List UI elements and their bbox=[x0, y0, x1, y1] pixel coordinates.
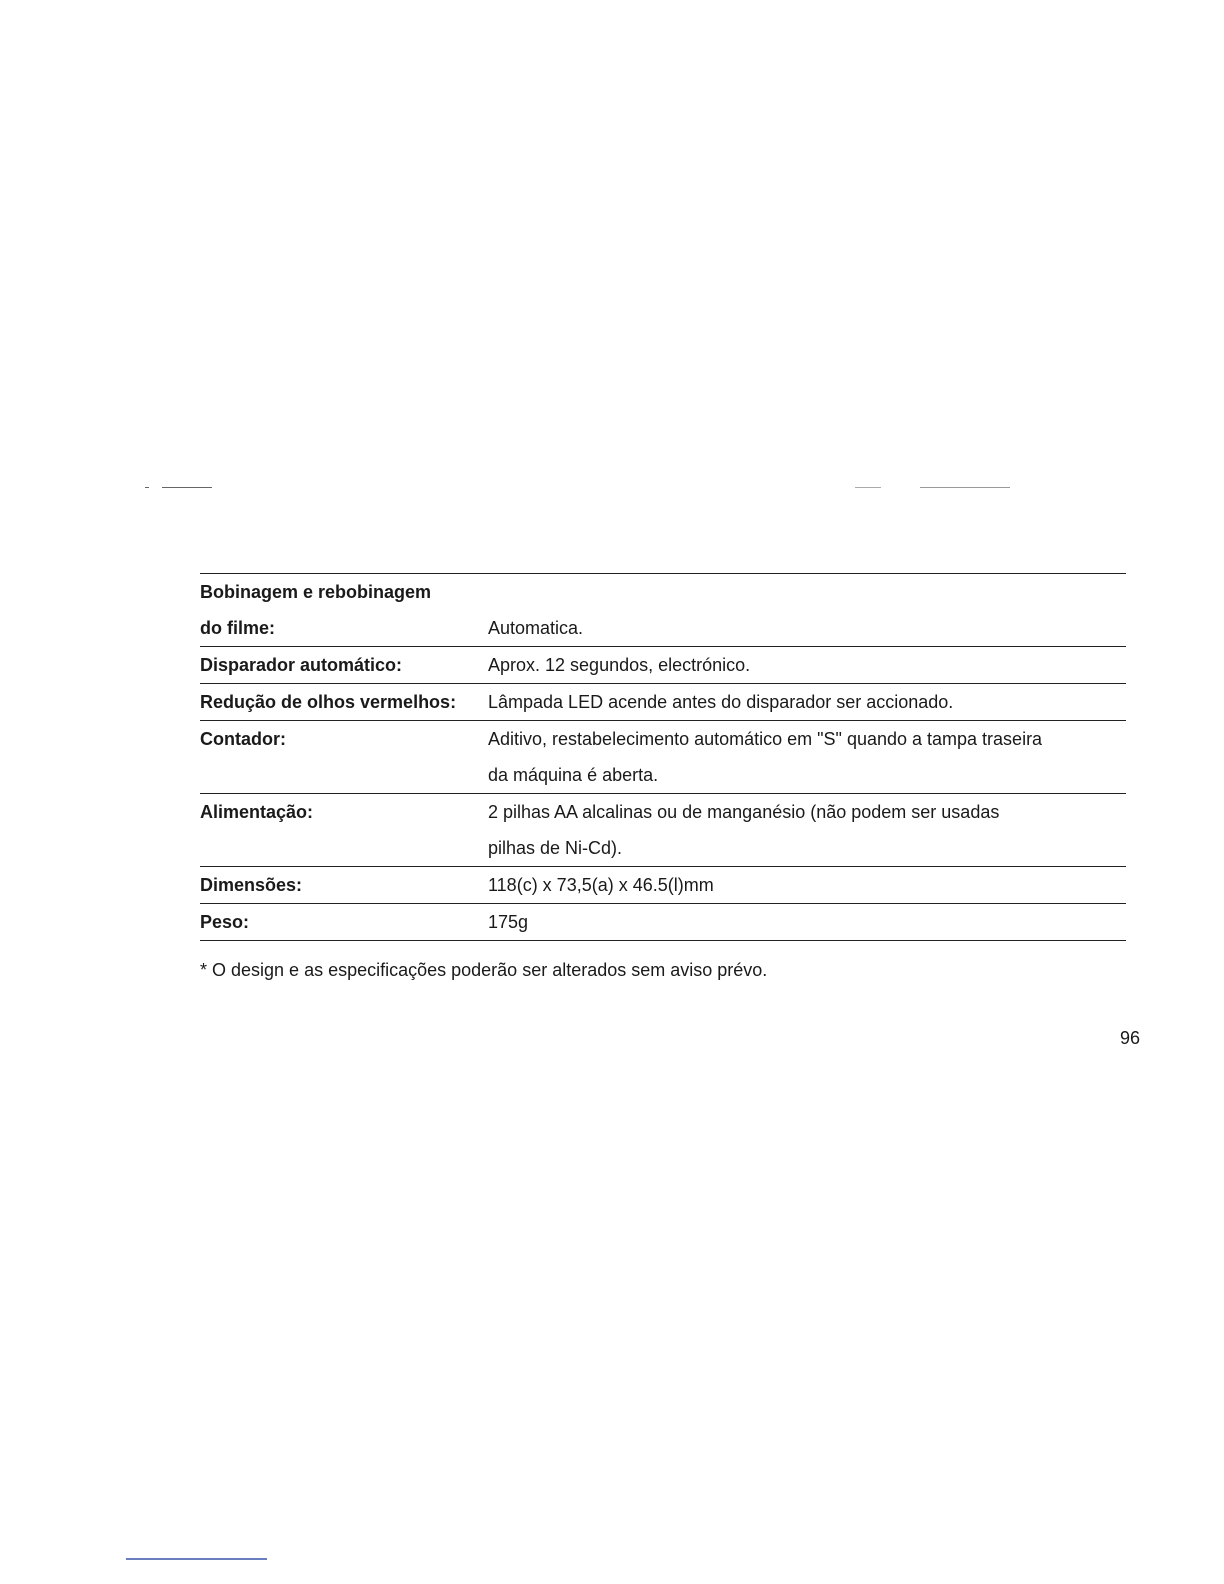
spec-row-counter bbox=[200, 721, 1126, 794]
spec-value: Aprox. 12 segundos, electrónico. bbox=[488, 655, 751, 675]
spec-row-red-eye bbox=[200, 684, 1126, 721]
scan-mark-left-dot bbox=[145, 487, 149, 488]
spec-value: Automatica. bbox=[488, 618, 584, 638]
spec-row-self-timer bbox=[200, 647, 1126, 684]
scan-mark-left bbox=[162, 487, 212, 488]
scan-mark-right bbox=[920, 487, 1010, 488]
spec-row-weight bbox=[200, 904, 1126, 941]
bottom-rule bbox=[126, 1558, 267, 1560]
spec-row-power bbox=[200, 794, 1126, 867]
spec-label: Dimensões: bbox=[200, 875, 303, 895]
spec-value: Aditivo, restabelecimento automático em "S" quando a tampa traseira bbox=[488, 729, 1043, 749]
spec-value: Lâmpada LED acende antes do disparador ser accionado. bbox=[488, 692, 954, 712]
spec-value: pilhas de Ni-Cd). bbox=[488, 838, 623, 858]
spec-value: da máquina é aberta. bbox=[488, 765, 659, 785]
spec-value: 118(c) x 73,5(a) x 46.5(l)mm bbox=[488, 875, 714, 895]
spec-label: Redução de olhos vermelhos: bbox=[200, 692, 457, 712]
page-number: 96 bbox=[1120, 1028, 1141, 1048]
spec-row-film-winding bbox=[200, 574, 1126, 647]
spec-value: 2 pilhas AA alcalinas ou de manganésio (não podem ser usadas bbox=[488, 802, 1000, 822]
footnote: * O design e as especificações poderão ser alterados sem aviso prévo. bbox=[200, 960, 768, 980]
specifications-table bbox=[200, 573, 1126, 941]
spec-label: Contador: bbox=[200, 729, 286, 749]
spec-value: 175g bbox=[488, 912, 529, 932]
spec-value bbox=[488, 574, 1126, 610]
spec-label: Disparador automático: bbox=[200, 655, 403, 675]
spec-label: Peso: bbox=[200, 912, 250, 932]
spec-row-dimensions bbox=[200, 867, 1126, 904]
spec-label: do filme: bbox=[200, 618, 275, 638]
spec-label: Bobinagem e rebobinagem bbox=[200, 582, 432, 602]
scan-mark-right-short bbox=[855, 487, 881, 488]
spec-label: Alimentação: bbox=[200, 802, 314, 822]
